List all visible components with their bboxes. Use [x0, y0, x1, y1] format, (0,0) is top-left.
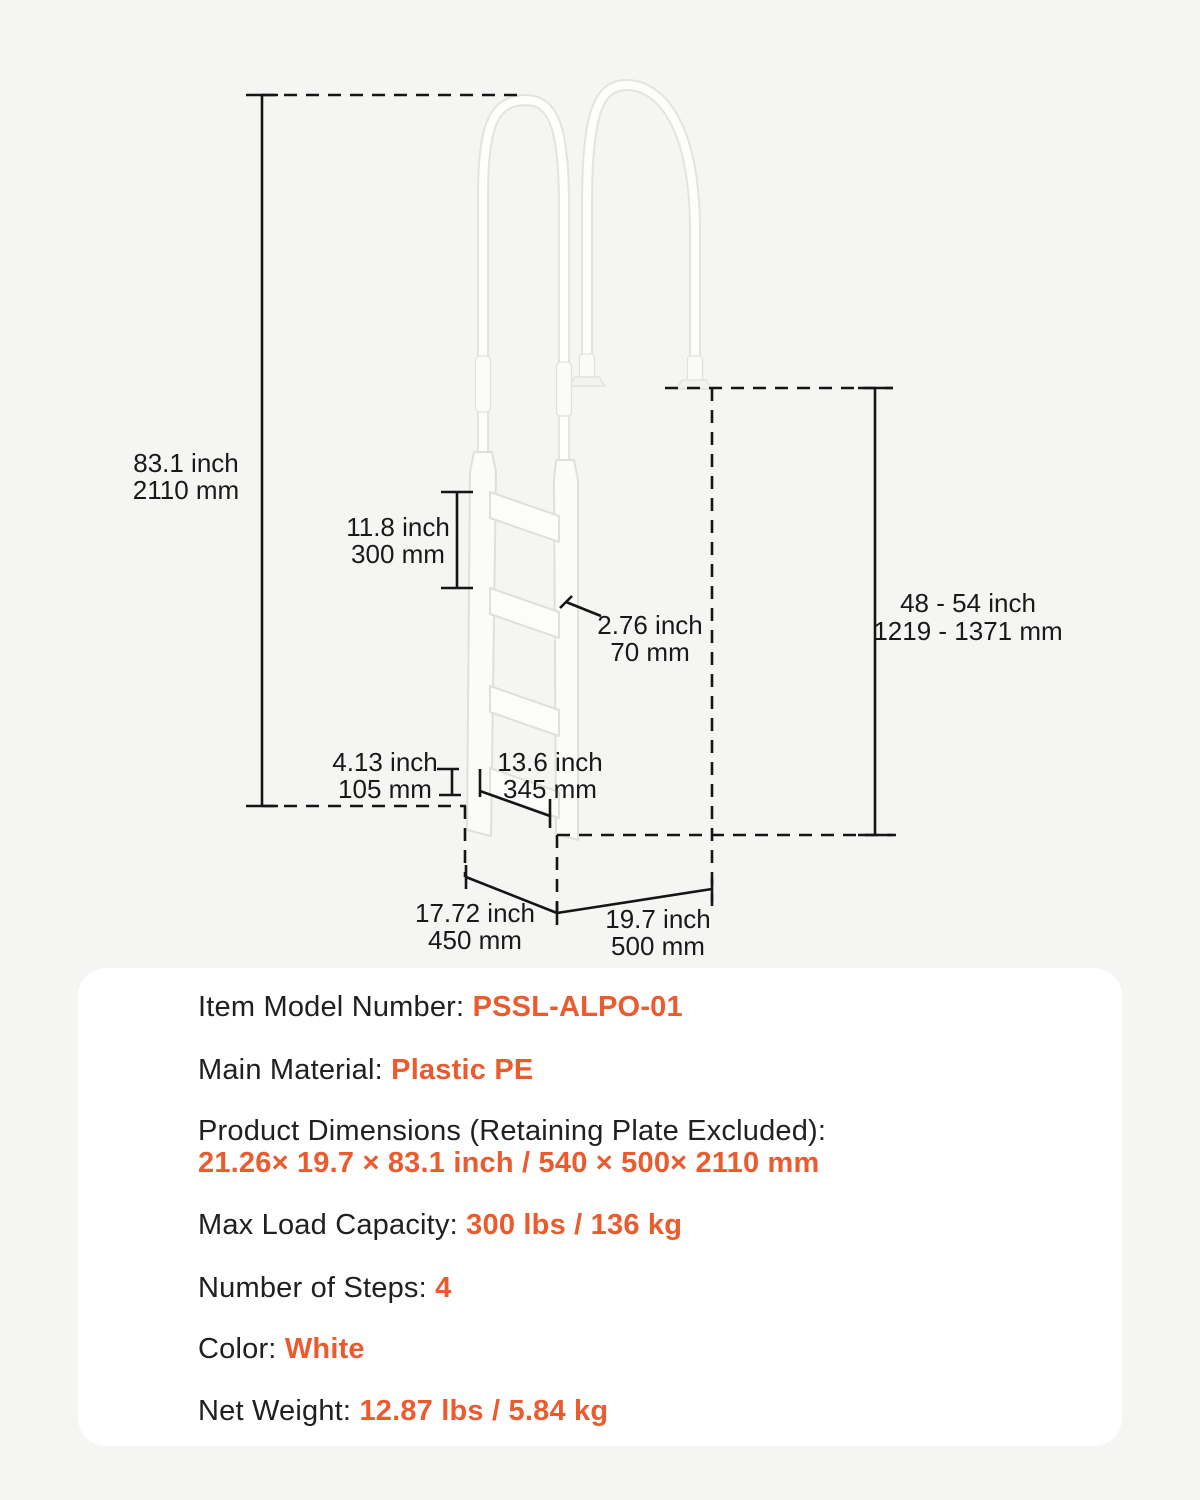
spec-card	[78, 968, 1122, 1446]
svg-text:105 mm: 105 mm	[338, 774, 432, 804]
spec-row-color	[198, 1334, 1082, 1364]
mount-flange-left	[569, 377, 605, 386]
spec-row-dimensions	[198, 1115, 1082, 1179]
spec-value: Plastic PE	[391, 1054, 534, 1086]
spec-label: Product Dimensions (Retaining Plate Excluded):	[198, 1115, 827, 1147]
spec-value: 4	[435, 1272, 452, 1304]
step-3	[490, 686, 559, 736]
dimension-labels	[133, 448, 1063, 961]
svg-text:19.7 inch: 19.7 inch	[605, 904, 711, 934]
spec-label: Number of Steps:	[198, 1272, 436, 1304]
svg-text:345 mm: 345 mm	[503, 774, 597, 804]
spec-value: PSSL-ALPO-01	[472, 991, 683, 1023]
svg-text:4.13 inch: 4.13 inch	[332, 747, 438, 777]
spec-row-material	[198, 1055, 1082, 1085]
spec-label: Main Material:	[198, 1054, 392, 1086]
svg-text:48 - 54 inch: 48 - 54 inch	[900, 588, 1036, 618]
spec-row-max-load	[198, 1210, 1082, 1240]
dim-label-step-width	[497, 747, 603, 804]
dim-label-step-thickness	[597, 610, 703, 667]
svg-text:300 mm: 300 mm	[351, 539, 445, 569]
front-handrail-arch	[476, 100, 572, 462]
svg-text:11.8 inch: 11.8 inch	[346, 512, 450, 542]
svg-text:1219 - 1371 mm: 1219 - 1371 mm	[873, 616, 1063, 646]
step-1	[490, 492, 559, 542]
spec-row-steps	[198, 1273, 1082, 1303]
spec-value: 12.87 lbs / 5.84 kg	[359, 1395, 609, 1427]
spec-label: Max Load Capacity:	[198, 1209, 467, 1241]
svg-text:2110 mm: 2110 mm	[132, 475, 240, 505]
svg-text:70 mm: 70 mm	[610, 637, 690, 667]
svg-text:13.6 inch: 13.6 inch	[497, 747, 603, 777]
back-handrail-arch	[569, 85, 712, 389]
svg-text:17.72 inch: 17.72 inch	[415, 898, 535, 928]
ladder-illustration	[467, 85, 712, 840]
spec-row-net-weight	[198, 1396, 1082, 1426]
spec-label: Color:	[198, 1333, 285, 1365]
svg-text:2.76 inch: 2.76 inch	[597, 610, 703, 640]
dim-label-mount-range	[873, 588, 1062, 646]
svg-text:500 mm: 500 mm	[611, 931, 705, 961]
spec-row-model	[198, 992, 1082, 1022]
svg-text:450 mm: 450 mm	[428, 925, 522, 955]
svg-text:83.1 inch: 83.1 inch	[133, 448, 239, 478]
spec-label: Net Weight:	[198, 1395, 360, 1427]
spec-value: 300 lbs / 136 kg	[466, 1209, 683, 1241]
dim-label-overall-height	[133, 448, 239, 505]
dim-label-step-spacing	[346, 512, 450, 569]
dim-label-base-depth	[415, 898, 535, 955]
spec-value: 21.26× 19.7 × 83.1 inch / 540 × 500× 2110 mm	[198, 1147, 820, 1179]
step-2	[490, 588, 559, 638]
spec-label: Item Model Number:	[198, 991, 473, 1023]
spec-value: White	[284, 1333, 365, 1365]
dim-label-foot-height	[332, 747, 438, 804]
dim-label-base-width	[605, 904, 711, 961]
